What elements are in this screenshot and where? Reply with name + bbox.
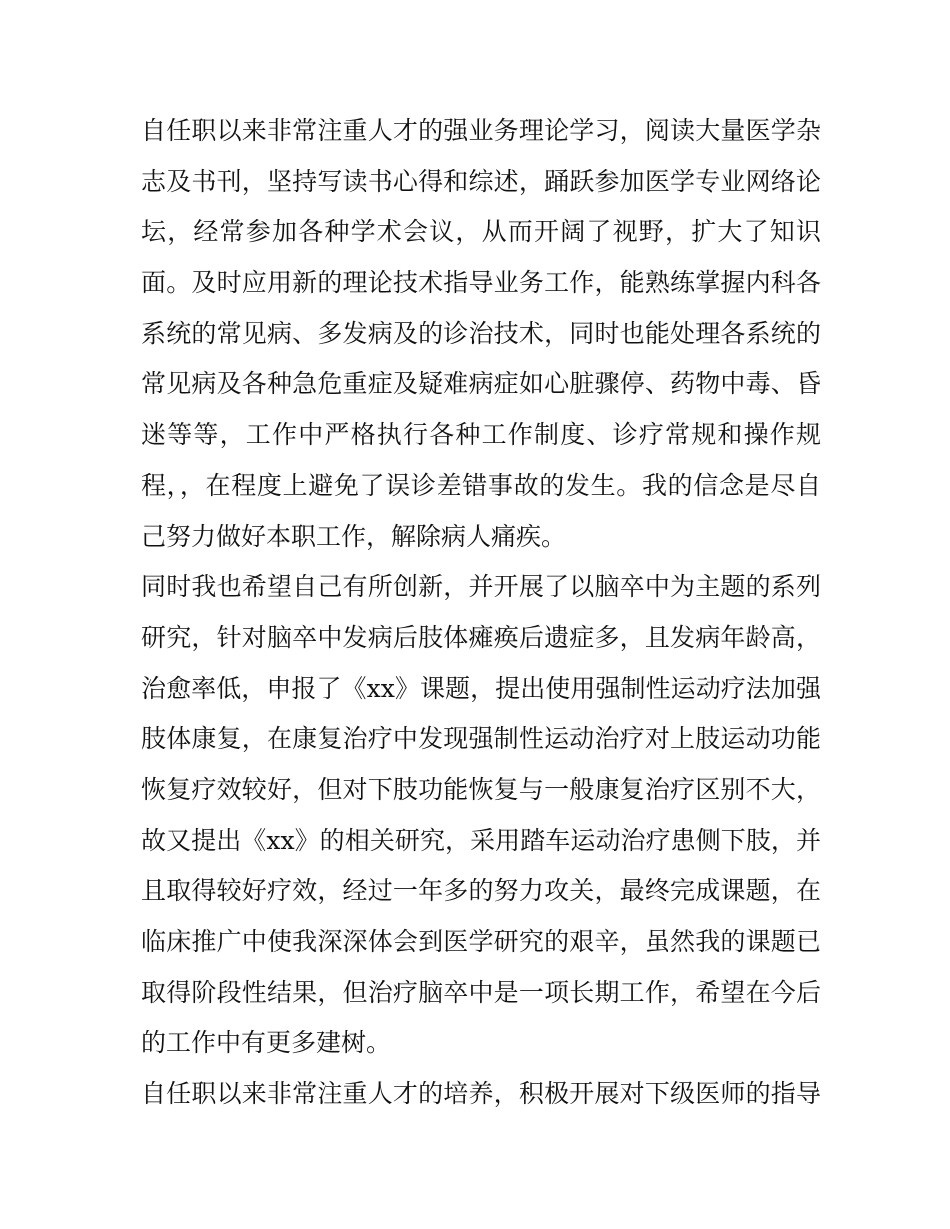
text-line: 自任职以来非常注重人才的强业务理论学习，阅读大量医学杂 bbox=[141, 116, 821, 145]
text-line: 系统的常见病、多发病及的诊治技术，同时也能处理各系统的 bbox=[141, 318, 821, 348]
text-line: 迷等等，工作中严格执行各种工作制度、诊疗常规和操作规 bbox=[141, 420, 821, 450]
text-line: 自任职以来非常注重人才的培养，积极开展对下级医师的指导 bbox=[141, 1079, 821, 1109]
text-line: 取得阶段性结果，但治疗脑卒中是一项长期工作，希望在今后 bbox=[141, 977, 821, 1007]
document-body bbox=[141, 106, 821, 1120]
text-line: 治愈率低，申报了《xx》课题，提出使用强制性运动疗法加强 bbox=[141, 673, 821, 703]
text-line: 志及书刊，坚持写读书心得和综述，踊跃参加医学专业网络论 bbox=[141, 166, 821, 196]
text-line: 坛，经常参加各种学术会议，从而开阔了视野，扩大了知识 bbox=[141, 217, 821, 247]
text-line: 同时我也希望自己有所创新，并开展了以脑卒中为主题的系列 bbox=[141, 572, 821, 602]
text-line: 常见病及各种急危重症及疑难病症如心脏骤停、药物中毒、昏 bbox=[141, 369, 821, 399]
text-line: 且取得较好疗效，经过一年多的努力攻关，最终完成课题，在 bbox=[141, 876, 821, 906]
text-line: 恢复疗效较好，但对下肢功能恢复与一般康复治疗区别不大， bbox=[141, 774, 821, 804]
text-line: 程，，在程度上避免了误诊差错事故的发生。我的信念是尽自 bbox=[141, 470, 821, 500]
text-line: 肢体康复，在康复治疗中发现强制性运动治疗对上肢运动功能 bbox=[141, 724, 821, 754]
text-line: 临床推广中使我深深体会到医学研究的艰辛，虽然我的课题已 bbox=[141, 927, 821, 956]
text-line: 己努力做好本职工作，解除病人痛疾。 bbox=[141, 521, 567, 551]
text-line: 故又提出《xx》的相关研究，采用踏车运动治疗患侧下肢，并 bbox=[141, 825, 821, 855]
text-line: 面。及时应用新的理论技术指导业务工作，能熟练掌握内科各 bbox=[141, 268, 821, 298]
text-line: 研究，针对脑卒中发病后肢体瘫痪后遗症多，且发病年龄高， bbox=[141, 622, 821, 652]
text-line: 的工作中有更多建树。 bbox=[141, 1028, 392, 1058]
